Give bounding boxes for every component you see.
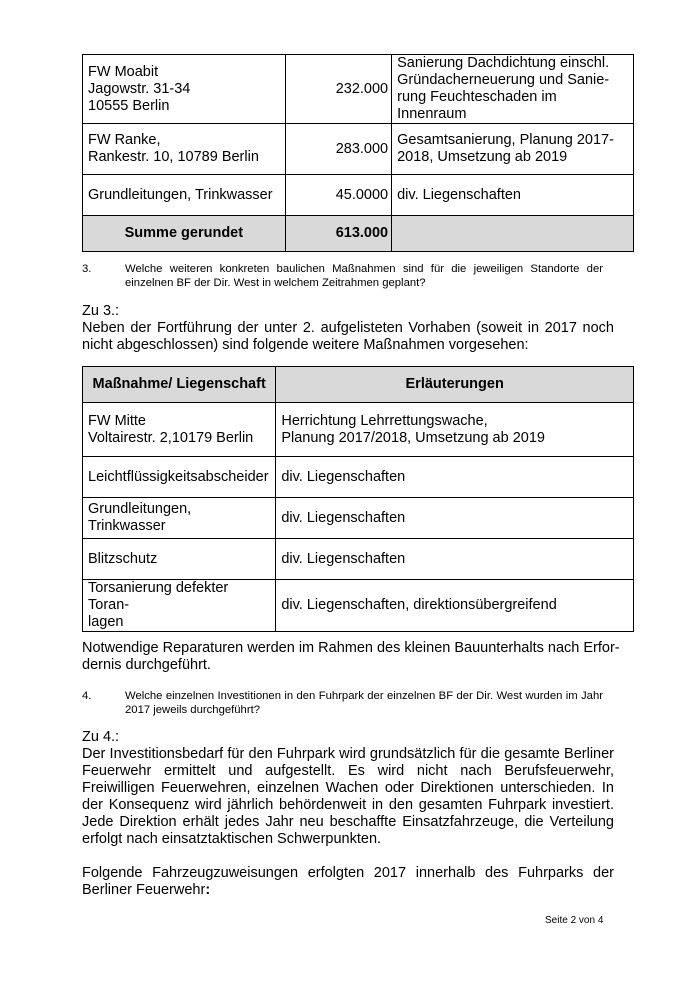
table-row xyxy=(83,124,634,175)
repairs-line: dernis durchgeführt. xyxy=(82,657,211,673)
notes-line: Herrichtung Lehrrettungswache, xyxy=(281,412,488,429)
sum-label: Summe gerundet xyxy=(83,216,286,252)
notes-cell: div. Liegenschaften, direktionsübergreifend xyxy=(276,580,634,632)
measure-cell xyxy=(83,580,276,632)
answer-4-text-2-colon: : xyxy=(205,882,211,898)
table-row xyxy=(83,403,634,457)
question-text: Welche einzelnen Investitionen in den Fuhrpark der einzelnen BF der Dir. West wurden im Jahr 2017 jeweils durchgeführt? xyxy=(125,690,603,716)
location-line: FW Moabit xyxy=(88,63,159,80)
description-line: Gründacherneuerung und Sanie- xyxy=(397,72,610,88)
location-cell: Grundleitungen, Trinkwasser xyxy=(83,175,286,216)
question-4 xyxy=(82,689,622,719)
notes-cell xyxy=(276,403,634,457)
measure-cell: Blitzschutz xyxy=(83,539,276,580)
measures-table xyxy=(82,366,634,632)
measure-cell: Grundleitungen, Trinkwasser xyxy=(83,498,276,539)
description-cell: div. Liegenschaften xyxy=(392,175,634,216)
location-line: 10555 Berlin xyxy=(88,97,170,114)
repairs-text xyxy=(82,640,620,674)
answer-4-heading: Zu 4.: xyxy=(82,729,120,745)
question-number: 4. xyxy=(82,690,92,702)
column-header: Erläuterungen xyxy=(276,367,634,403)
notes-cell: div. Liegenschaften xyxy=(276,539,634,580)
description-line: rung Feuchteschaden im Innenraum xyxy=(397,89,557,122)
table-row xyxy=(83,457,634,498)
question-text: Welche weiteren konkreten baulichen Maßnahmen sind für die jeweiligen Standorte der einzelnen BF der Dir. West in welchem Zeitrahmen geplant? xyxy=(125,263,603,289)
location-line: Rankestr. 10, 10789 Berlin xyxy=(88,149,259,165)
notes-line: Planung 2017/2018, Umsetzung ab 2019 xyxy=(281,429,545,446)
costs-table xyxy=(82,54,634,252)
answer-3-heading: Zu 3.: xyxy=(82,303,120,319)
table-row xyxy=(83,498,634,539)
location-cell xyxy=(83,55,286,124)
table-row xyxy=(83,175,634,216)
notes-cell: div. Liegenschaften xyxy=(276,498,634,539)
description-line: Sanierung Dachdichtung einschl. xyxy=(397,55,610,71)
measure-line: Voltairestr. 2,10179 Berlin xyxy=(88,429,254,446)
description-line: 2018, Umsetzung ab 2019 xyxy=(397,149,568,165)
measure-line: FW Mitte xyxy=(88,412,146,429)
measure-cell xyxy=(83,403,276,457)
page-footer: Seite 2 von 4 xyxy=(545,915,604,926)
description-line: Gesamtsanierung, Planung 2017- xyxy=(397,132,614,148)
table-row xyxy=(83,539,634,580)
sum-value: 613.000 xyxy=(285,216,391,252)
location-line: FW Ranke, xyxy=(88,132,161,148)
sum-empty-cell xyxy=(392,216,634,252)
repairs-line: Notwendige Reparaturen werden im Rahmen des kleinen Bauunterhalts nach Erfor- xyxy=(82,640,620,656)
answer-4-text-2 xyxy=(82,865,614,899)
location-line: Jagowstr. 31-34 xyxy=(88,80,191,97)
sum-row xyxy=(83,216,634,252)
answer-4-text: Der Investitionsbedarf für den Fuhrpark wird grundsätzlich für die gesamte Berliner Feuerwehr ermittelt und aufgestellt. Es wird nicht nach Berufsfeuerwehr, Freiwilligen Feuerwehren, einzelnen Wachen oder Direktionen unterschieden. In der Konsequenz wird jährlich behördenweit in den gesamten Fuhrpark investiert. Jede Direktion erhält jedes Jahr neu beschaffte Einsatzfahrzeuge, die Verteilung erfolgt nach einsatztaktischen Schwerpunkten. xyxy=(82,746,614,847)
question-3 xyxy=(82,262,622,292)
amount-cell: 283.000 xyxy=(285,124,391,175)
description-cell xyxy=(392,55,634,124)
column-header: Maßnahme/ Liegenschaft xyxy=(83,367,276,403)
answer-4-text-2-body: Folgende Fahrzeugzuweisungen erfolgten 2017 innerhalb des Fuhrparks der Berliner Feuerwehr xyxy=(82,865,614,898)
answer-3-text: Neben der Fortführung der unter 2. aufgelisteten Vorhaben (soweit in 2017 noch nicht abgeschlossen) sind folgende weitere Maßnahmen vorgesehen: xyxy=(82,320,614,353)
measure-line: lagen xyxy=(88,614,124,630)
table-header-row xyxy=(83,367,634,403)
notes-cell: div. Liegenschaften xyxy=(276,457,634,498)
amount-cell: 45.0000 xyxy=(285,175,391,216)
amount-cell: 232.000 xyxy=(285,55,391,124)
description-cell xyxy=(392,124,634,175)
table-row xyxy=(83,580,634,632)
measure-cell: Leichtflüssigkeitsabscheider xyxy=(83,457,276,498)
table-row xyxy=(83,55,634,124)
measure-line: Torsanierung defekter Toran- xyxy=(88,580,229,613)
location-cell xyxy=(83,124,286,175)
question-number: 3. xyxy=(82,263,92,275)
